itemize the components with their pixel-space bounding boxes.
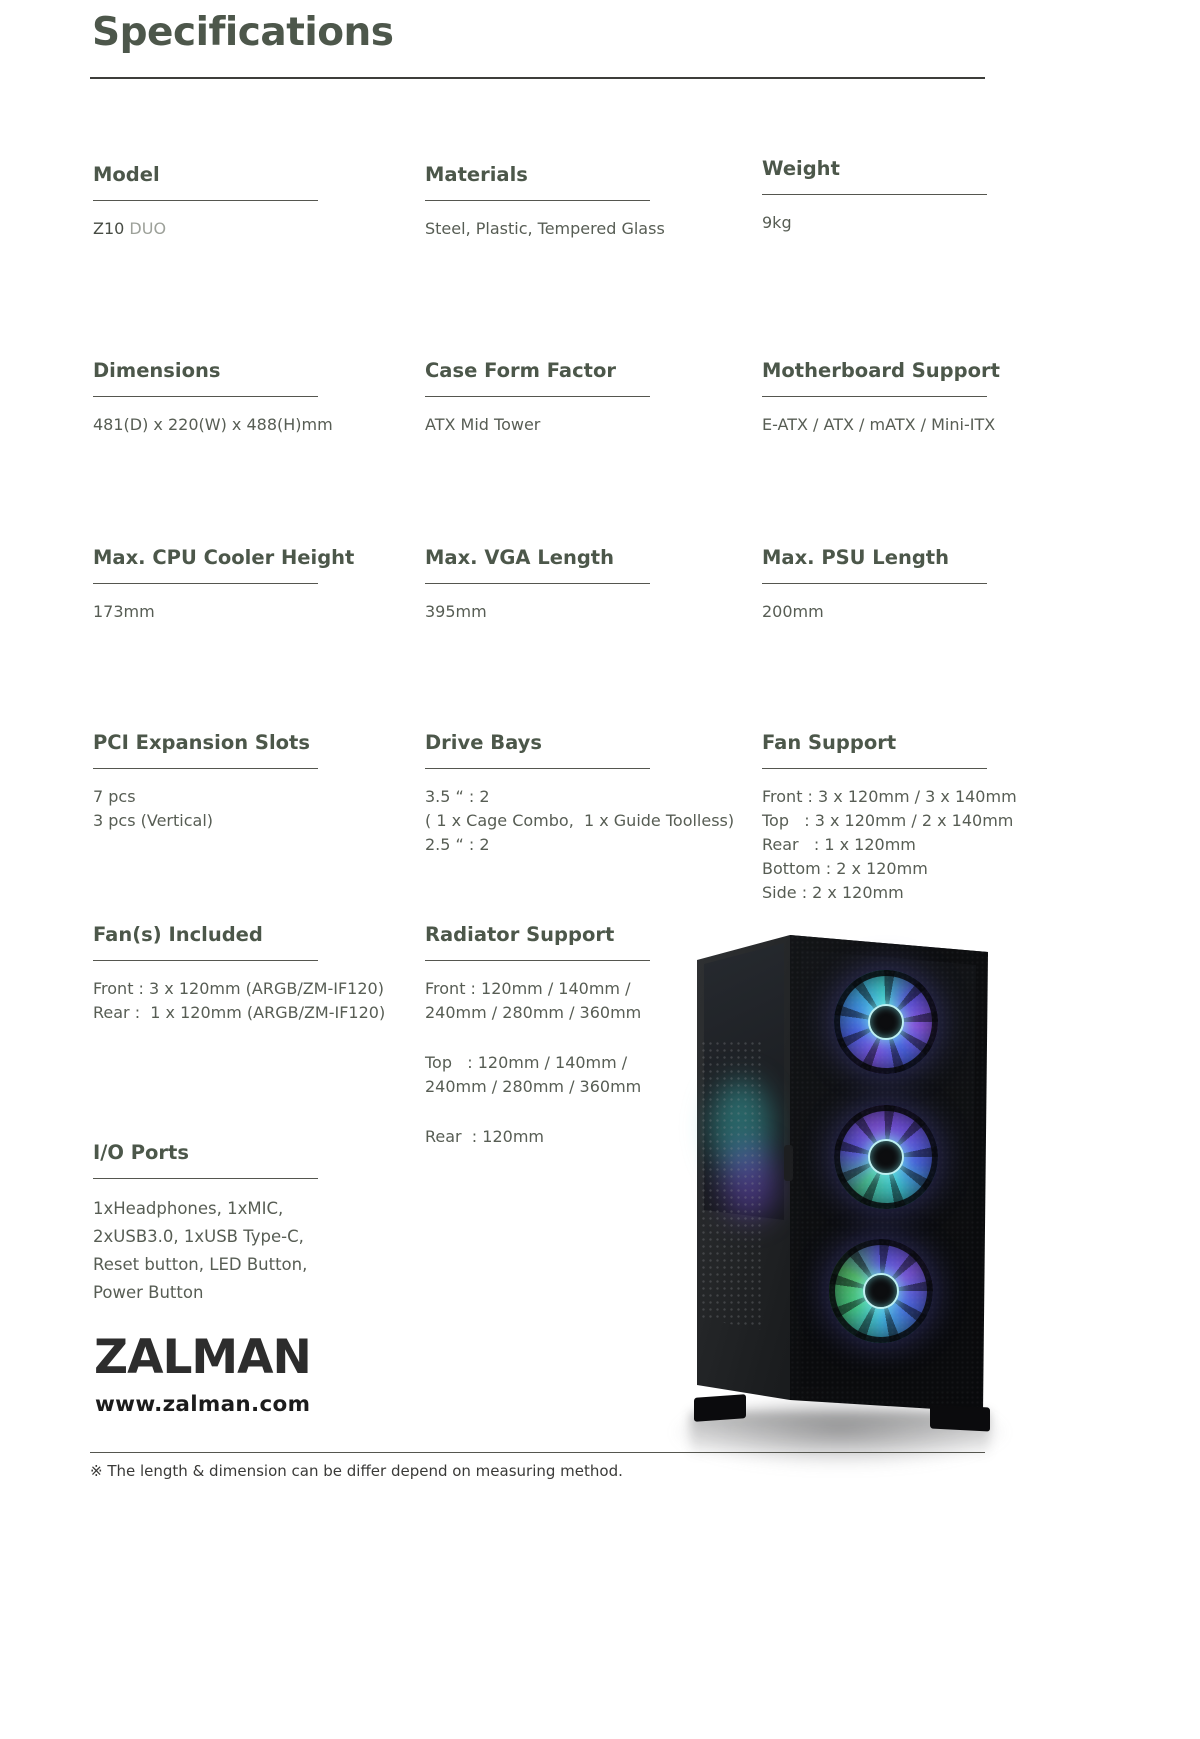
footnote: ※ The length & dimension can be differ depend on measuring method. [90, 1462, 623, 1480]
spec-heading: Weight [762, 157, 840, 180]
model-name: Z10 [93, 219, 125, 238]
spec-value: Front : 3 x 120mm / 3 x 140mm [762, 787, 1017, 806]
spec-heading: Case Form Factor [425, 359, 616, 382]
title-divider [90, 77, 985, 79]
spec-section-io-ports [93, 1140, 423, 1307]
spec-value: E-ATX / ATX / mATX / Mini-ITX [762, 415, 996, 434]
website-url: www.zalman.com [95, 1392, 311, 1417]
divider [93, 768, 318, 769]
divider [425, 200, 650, 201]
divider [93, 583, 318, 584]
spec-section-drive-bays [425, 730, 755, 857]
spec-section-psu [762, 545, 1092, 624]
spec-value: Rear : 120mm [425, 1127, 544, 1146]
spec-heading: Max. CPU Cooler Height [93, 546, 355, 569]
spec-value: Bottom : 2 x 120mm [762, 859, 928, 878]
spec-heading: Model [93, 163, 160, 186]
spec-value: 1xHeadphones, 1xMIC, [93, 1199, 284, 1218]
spec-value: 3.5 “ : 2 [425, 787, 490, 806]
spec-heading: Materials [425, 163, 528, 186]
spec-section-pci [93, 730, 423, 833]
spec-section-model [93, 162, 423, 241]
spec-section-form-factor [425, 358, 755, 437]
spec-value: 395mm [425, 602, 487, 621]
zalman-logo: ZALMAN [94, 1330, 311, 1385]
spec-value: 173mm [93, 602, 155, 621]
spec-section-materials [425, 162, 755, 241]
spec-section-fan-support [762, 730, 1092, 905]
spec-heading: Fan(s) Included [93, 923, 263, 946]
spec-value: Rear : 1 x 120mm (ARGB/ZM-IF120) [93, 1003, 386, 1022]
spec-value: 7 pcs [93, 787, 136, 806]
spec-heading: Drive Bays [425, 731, 542, 754]
spec-value: 240mm / 280mm / 360mm [425, 1003, 642, 1022]
spec-value: Top : 3 x 120mm / 2 x 140mm [762, 811, 1014, 830]
case-foot-left [694, 1394, 746, 1422]
spec-value: Rear : 1 x 120mm [762, 835, 916, 854]
divider [425, 960, 650, 961]
product-image [680, 920, 1002, 1480]
spec-value: 2xUSB3.0, 1xUSB Type-C, [93, 1227, 304, 1246]
footer-divider [90, 1452, 985, 1453]
model-variant: DUO [129, 219, 167, 238]
spec-heading: I/O Ports [93, 1141, 189, 1164]
spec-heading: Motherboard Support [762, 359, 1000, 382]
divider [762, 768, 987, 769]
divider [425, 768, 650, 769]
spec-value: Power Button [93, 1283, 204, 1302]
spec-heading: Dimensions [93, 359, 221, 382]
spec-value: Side : 2 x 120mm [762, 883, 904, 902]
divider [93, 1178, 318, 1179]
spec-value: Top : 120mm / 140mm / [425, 1053, 628, 1072]
spec-value: Front : 120mm / 140mm / [425, 979, 631, 998]
spec-heading: Max. VGA Length [425, 546, 615, 569]
case-foot-right [930, 1404, 990, 1431]
spec-value: ( 1 x Cage Combo, 1 x Guide Toolless) [425, 811, 735, 830]
spec-section-dimensions [93, 358, 423, 437]
spec-section-weight [762, 156, 1092, 235]
divider [425, 583, 650, 584]
divider [762, 396, 987, 397]
spec-value: 481(D) x 220(W) x 488(H)mm [93, 415, 333, 434]
spec-value: Front : 3 x 120mm (ARGB/ZM-IF120) [93, 979, 384, 998]
divider [93, 200, 318, 201]
spec-section-motherboard [762, 358, 1092, 437]
spec-value: 2.5 “ : 2 [425, 835, 490, 854]
spec-heading: PCI Expansion Slots [93, 731, 310, 754]
divider [93, 396, 318, 397]
spec-value [93, 217, 423, 241]
spec-heading: Max. PSU Length [762, 546, 949, 569]
divider [762, 583, 987, 584]
divider [762, 194, 987, 195]
spec-value: 9kg [762, 213, 792, 232]
case-panel-latch [784, 1145, 793, 1181]
spec-value: Reset button, LED Button, [93, 1255, 308, 1274]
spec-section-vga [425, 545, 755, 624]
case-side-vents [700, 1040, 762, 1330]
spec-value: ATX Mid Tower [425, 415, 541, 434]
spec-value: 3 pcs (Vertical) [93, 811, 214, 830]
spec-section-fans-included [93, 922, 423, 1025]
spec-heading: Radiator Support [425, 923, 615, 946]
spec-section-cpu-cooler [93, 545, 423, 624]
spec-value: 200mm [762, 602, 824, 621]
spec-value: 240mm / 280mm / 360mm [425, 1077, 642, 1096]
page-title: Specifications [92, 10, 394, 55]
spec-heading: Fan Support [762, 731, 897, 754]
spec-value: Steel, Plastic, Tempered Glass [425, 219, 665, 238]
divider [93, 960, 318, 961]
divider [425, 396, 650, 397]
